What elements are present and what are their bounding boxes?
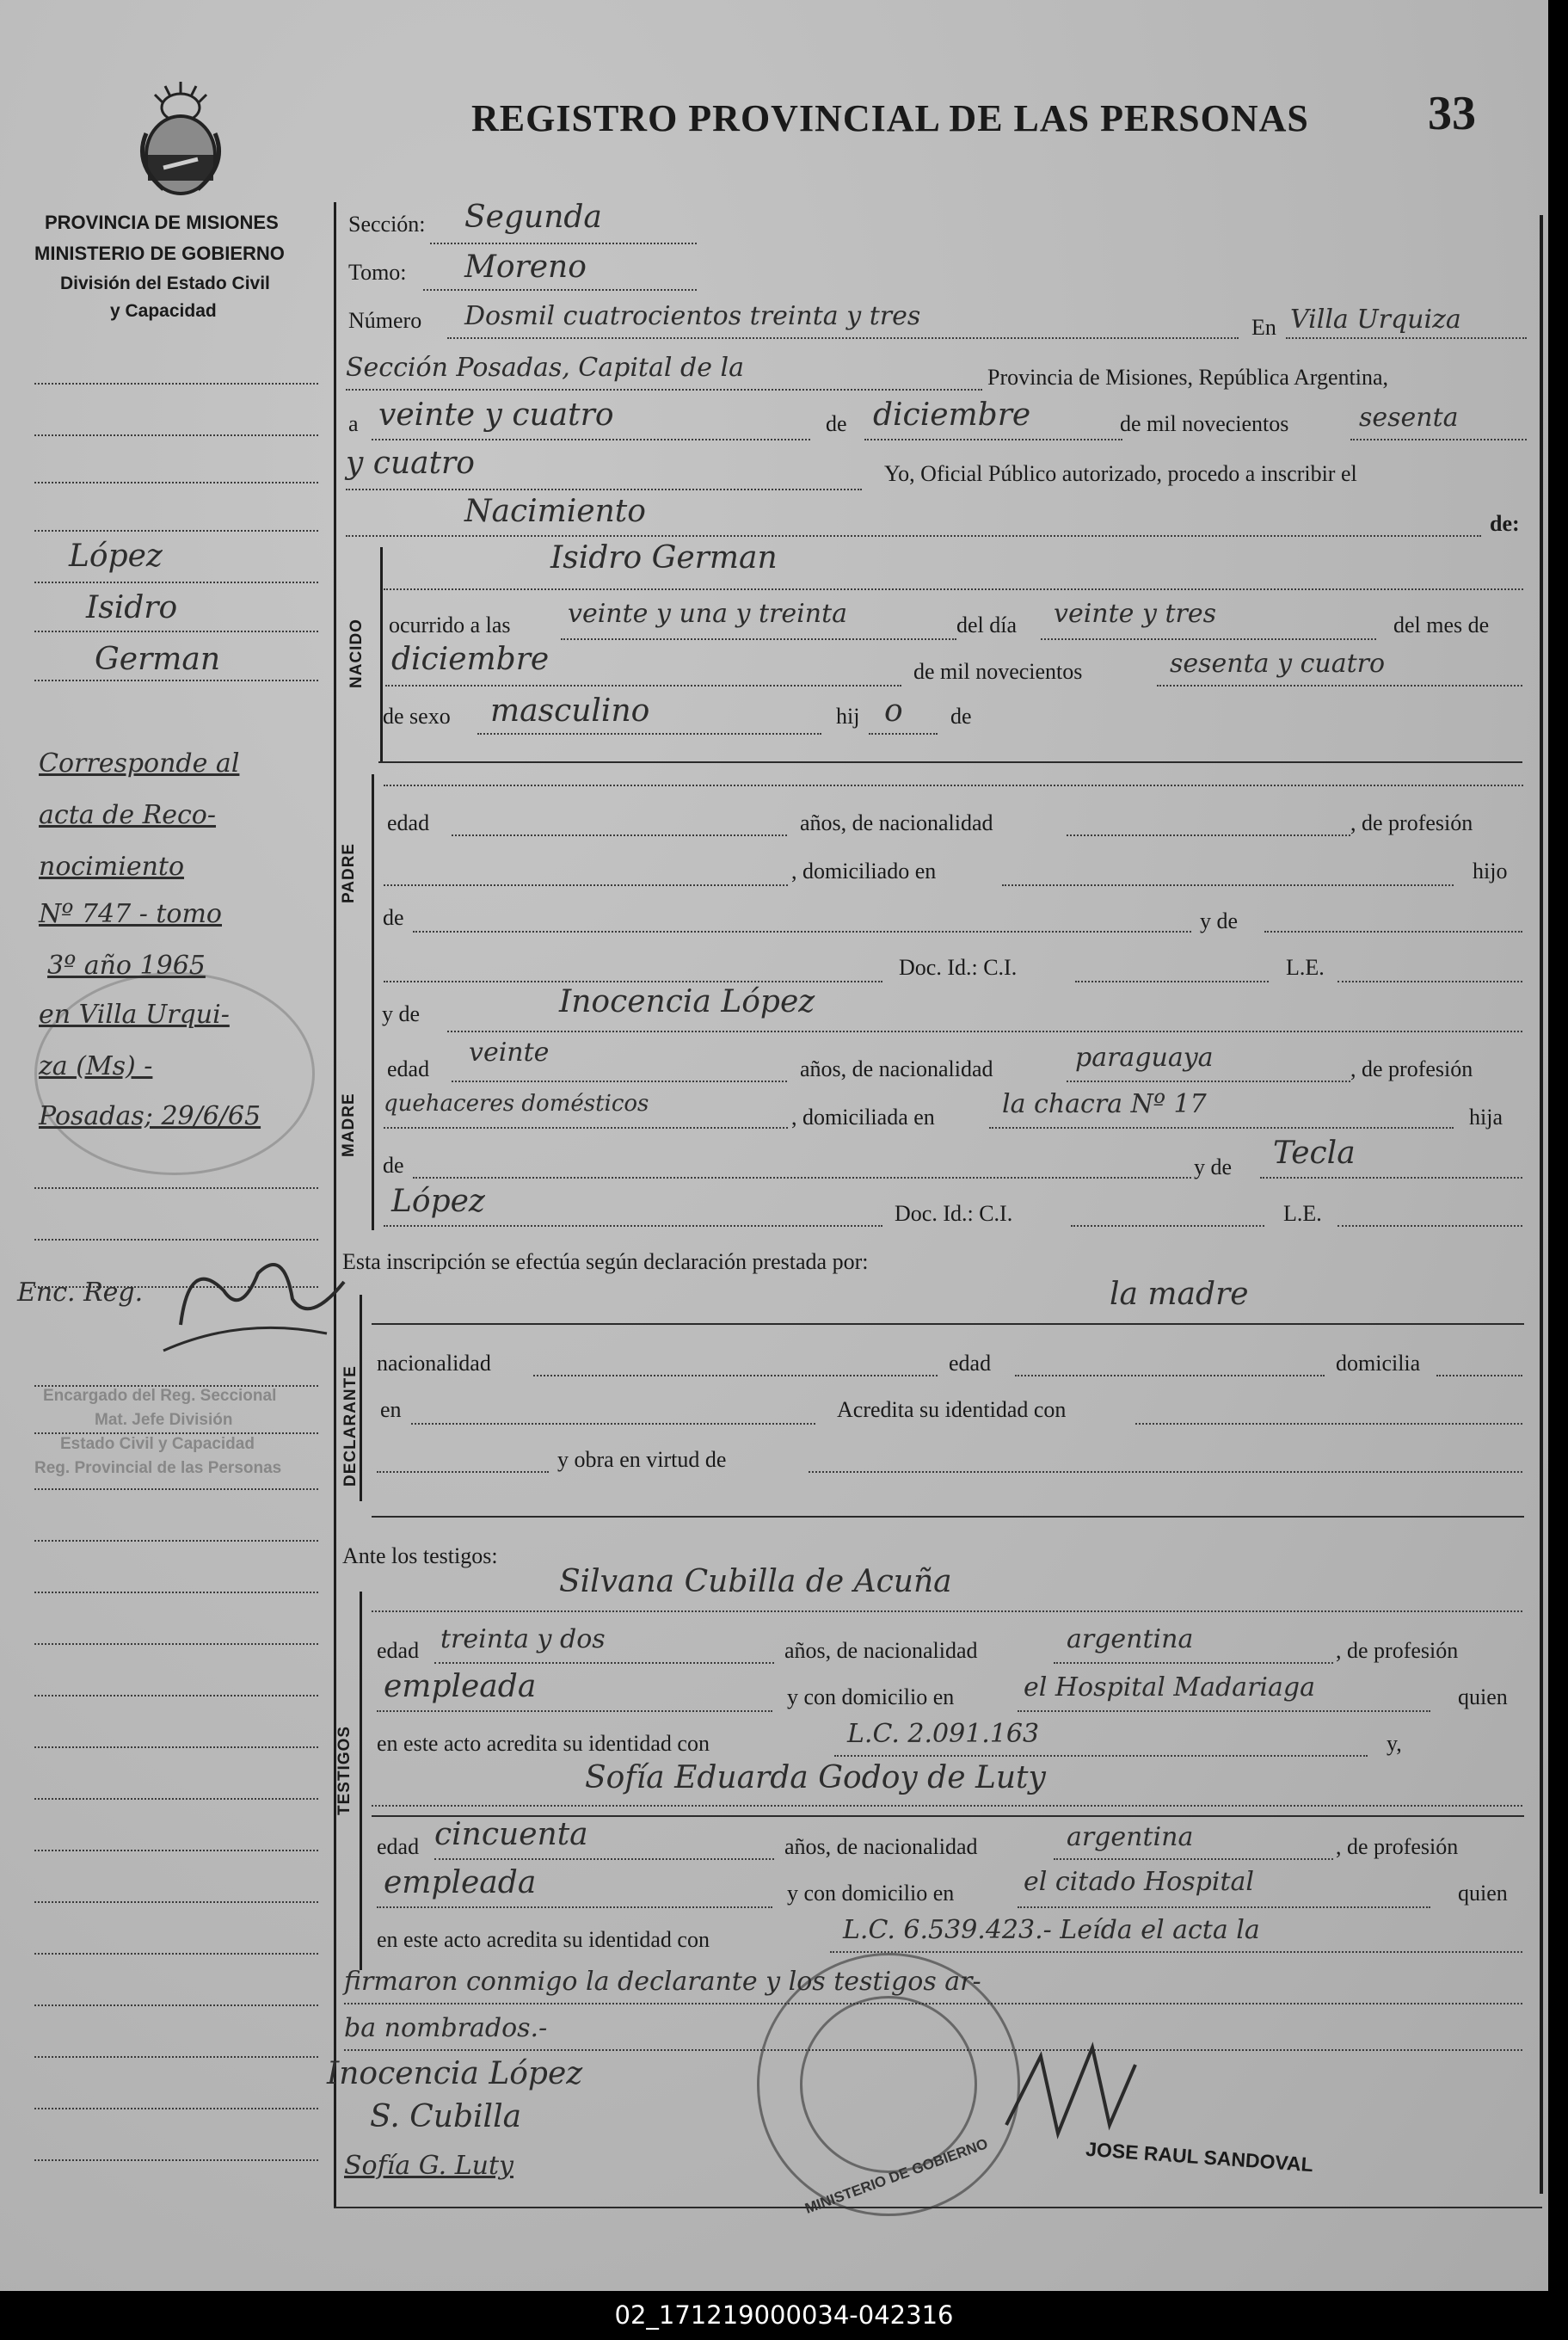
margin-surname: López bbox=[69, 539, 163, 574]
w1-quien-label: quien bbox=[1458, 1684, 1508, 1709]
nacido-month-value: diciembre bbox=[391, 642, 550, 677]
madre-nacionalidad-value: paraguaya bbox=[1075, 1043, 1214, 1073]
numero-value: Dosmil cuatrocientos treinta y tres bbox=[464, 301, 921, 331]
hij-value: o bbox=[884, 693, 903, 729]
w2-domicilio-label: y con domicilio en bbox=[787, 1881, 955, 1906]
del-mes-label: del mes de bbox=[1393, 613, 1490, 637]
margin-signature-flourish bbox=[155, 1239, 353, 1368]
officer-name: JOSE RAUL SANDOVAL bbox=[1085, 2137, 1314, 2177]
closing-line-2: ba nombrados.- bbox=[344, 2013, 548, 2043]
page-number: 33 bbox=[1428, 87, 1476, 140]
witness-2-name: Sofía Eduarda Godoy de Luty bbox=[585, 1760, 1046, 1795]
seal-text: MINISTERIO DE GOBIERNO bbox=[802, 2135, 991, 2217]
sexo-value: masculino bbox=[490, 693, 650, 729]
del-dia-label: del día bbox=[956, 613, 1018, 637]
org-line-3: División del Estado Civil bbox=[60, 274, 270, 293]
seccion-value: Segunda bbox=[464, 200, 602, 235]
province-text: Provincia de Misiones, República Argentina, bbox=[987, 365, 1388, 390]
padre-edad-label: edad bbox=[387, 810, 430, 835]
de-label: de bbox=[826, 411, 847, 436]
madre-profesion-value: quehaceres domésticos bbox=[384, 1091, 649, 1117]
faded-stamp-line: Mat. Jefe División bbox=[95, 1411, 233, 1429]
testigos-intro: Ante los testigos: bbox=[342, 1543, 498, 1568]
ocurrido-label: ocurrido a las bbox=[389, 613, 511, 637]
en-label: En bbox=[1251, 315, 1276, 340]
year-text: de mil novecientos bbox=[1120, 411, 1289, 436]
declarante-by-value: la madre bbox=[1110, 1277, 1249, 1312]
en-value: Villa Urquiza bbox=[1290, 305, 1461, 335]
madre-mother-of-value: Tecla bbox=[1273, 1136, 1356, 1171]
w2-quien-label: quien bbox=[1458, 1881, 1508, 1906]
declarante-acredita-label: Acredita su identidad con bbox=[837, 1397, 1067, 1422]
margin-note-line: Corresponde al bbox=[39, 748, 240, 779]
signature-declarante: Inocencia López bbox=[327, 2056, 583, 2091]
w1-id-value: L.C. 2.091.163 bbox=[847, 1719, 1040, 1749]
declarante-nacionalidad-label: nacionalidad bbox=[377, 1351, 491, 1376]
w2-nac-value: argentina bbox=[1067, 1822, 1194, 1852]
w1-profesion-label: , de profesión bbox=[1336, 1638, 1459, 1663]
w2-dom-value: el citado Hospital bbox=[1024, 1867, 1254, 1897]
madre-name-value: Inocencia López bbox=[559, 984, 815, 1019]
madre-edad-value: veinte bbox=[469, 1038, 550, 1068]
numero-label: Número bbox=[348, 308, 422, 333]
org-line-4: y Capacidad bbox=[110, 301, 217, 321]
image-caption: 02_171219000034-042316 bbox=[0, 2291, 1568, 2340]
location-value: Sección Posadas, Capital de la bbox=[346, 353, 744, 383]
sexo-label: de sexo bbox=[383, 704, 451, 729]
margin-note-line: Nº 747 - tomo bbox=[39, 899, 222, 929]
padre-hijo-label: hijo bbox=[1473, 859, 1508, 884]
madre-profesion-label: , de profesión bbox=[1350, 1056, 1473, 1081]
nacido-year-label: de mil novecientos bbox=[913, 659, 1083, 684]
margin-note-line: en Villa Urqui- bbox=[39, 1000, 230, 1030]
testigos-section-label: TESTIGOS bbox=[335, 1725, 354, 1815]
w1-y-label: y, bbox=[1387, 1731, 1402, 1756]
padre-y-de-label: y de bbox=[1200, 908, 1239, 933]
faded-stamp-line: Estado Civil y Capacidad bbox=[60, 1435, 255, 1453]
margin-name-2: German bbox=[95, 642, 221, 677]
margin-note-line: Posadas; 29/6/65 bbox=[39, 1101, 261, 1131]
faded-stamp-line: Reg. Provincial de las Personas bbox=[34, 1459, 282, 1477]
org-line-1: PROVINCIA DE MISIONES bbox=[45, 212, 279, 233]
madre-domicilio-value: la chacra Nº 17 bbox=[1002, 1089, 1207, 1119]
declarante-obra-label: y obra en virtud de bbox=[557, 1447, 727, 1472]
a-label: a bbox=[348, 411, 359, 436]
w1-domicilio-label: y con domicilio en bbox=[787, 1684, 955, 1709]
margin-note-line: nocimiento bbox=[39, 852, 185, 882]
padre-de-label: de bbox=[383, 905, 404, 930]
madre-le-label: L.E. bbox=[1283, 1201, 1322, 1226]
act-value: Nacimiento bbox=[464, 494, 646, 529]
declarante-section-label: DECLARANTE bbox=[341, 1365, 360, 1487]
madre-y-de2-label: y de bbox=[1194, 1155, 1233, 1179]
nacido-section-label: NACIDO bbox=[347, 619, 366, 688]
padre-domiciliado-label: , domiciliado en bbox=[791, 859, 937, 884]
declarante-intro: Esta inscripción se efectúa según declaración prestada por: bbox=[342, 1249, 869, 1274]
signature-witness-1: S. Cubilla bbox=[370, 2099, 522, 2134]
signature-witness-2: Sofía G. Luty bbox=[344, 2151, 513, 2181]
day-value: veinte y cuatro bbox=[378, 397, 614, 433]
margin-name-1: Isidro bbox=[86, 590, 178, 625]
w1-anos-label: años, de nacionalidad bbox=[784, 1638, 978, 1663]
w2-anos-label: años, de nacionalidad bbox=[784, 1834, 978, 1859]
margin-divider bbox=[334, 202, 336, 2207]
padre-anos-label: años, de nacionalidad bbox=[800, 810, 993, 835]
w1-acredita-label: en este acto acredita su identidad con bbox=[377, 1731, 710, 1756]
page-title: REGISTRO PROVINCIAL DE LAS PERSONAS bbox=[471, 97, 1309, 139]
witness-1-name: Silvana Cubilla de Acuña bbox=[559, 1564, 952, 1599]
w1-edad-value: treinta y dos bbox=[440, 1624, 606, 1654]
closing-line-1: firmaron conmigo la declarante y los testigos ar- bbox=[344, 1967, 981, 1997]
officer-text: Yo, Oficial Público autorizado, procedo a inscribir el bbox=[884, 461, 1357, 486]
w1-dom-value: el Hospital Madariaga bbox=[1024, 1672, 1315, 1703]
madre-surname-value: López bbox=[391, 1184, 485, 1219]
madre-edad-label: edad bbox=[387, 1056, 430, 1081]
nacido-name-value: Isidro German bbox=[550, 540, 778, 576]
madre-doc-label: Doc. Id.: C.I. bbox=[895, 1201, 1013, 1226]
declarante-domicilia-label: domicilia bbox=[1336, 1351, 1421, 1376]
madre-y-de-label: y de bbox=[382, 1001, 421, 1026]
w1-edad-label: edad bbox=[377, 1638, 420, 1663]
nacido-year-value: sesenta y cuatro bbox=[1170, 649, 1386, 679]
madre-anos-label: años, de nacionalidad bbox=[800, 1056, 993, 1081]
margin-note-line: za (Ms) - bbox=[39, 1051, 153, 1081]
w2-edad-value: cincuenta bbox=[434, 1817, 588, 1852]
w1-nac-value: argentina bbox=[1067, 1624, 1194, 1654]
faded-stamp-line: Encargado del Reg. Seccional bbox=[43, 1387, 277, 1405]
tomo-value: Moreno bbox=[464, 249, 587, 285]
declarante-en-label: en bbox=[380, 1397, 402, 1422]
month-value: diciembre bbox=[873, 397, 1031, 433]
madre-section-label: MADRE bbox=[340, 1093, 358, 1157]
margin-signature: Enc. Reg. bbox=[17, 1278, 144, 1308]
de-colon: de: bbox=[1490, 511, 1520, 536]
padre-doc-label: Doc. Id.: C.I. bbox=[899, 955, 1018, 980]
official-round-seal-inner bbox=[800, 1996, 977, 2173]
w2-edad-label: edad bbox=[377, 1834, 420, 1859]
padre-profesion-label: , de profesión bbox=[1350, 810, 1473, 835]
w2-prof-value: empleada bbox=[384, 1865, 537, 1900]
madre-hija-label: hija bbox=[1469, 1105, 1503, 1130]
hour-value: veinte y una y treinta bbox=[568, 599, 848, 629]
margin-note-line: acta de Reco- bbox=[39, 800, 217, 830]
seccion-label: Sección: bbox=[348, 212, 426, 237]
right-border bbox=[1540, 215, 1543, 2194]
argentine-coat-of-arms-icon bbox=[129, 69, 232, 198]
org-line-2: MINISTERIO DE GOBIERNO bbox=[34, 243, 285, 264]
madre-domiciliada-label: , domiciliada en bbox=[791, 1105, 935, 1130]
declarante-edad-label: edad bbox=[949, 1351, 992, 1376]
w2-id-value: L.C. 6.539.423.- Leída el acta la bbox=[843, 1915, 1260, 1945]
tomo-label: Tomo: bbox=[348, 260, 407, 285]
year-value-1: sesenta bbox=[1359, 403, 1459, 433]
year-value-2: y cuatro bbox=[346, 446, 475, 481]
padre-section-label: PADRE bbox=[340, 842, 358, 903]
margin-note-line: 3º año 1965 bbox=[47, 951, 206, 981]
w2-acredita-label: en este acto acredita su identidad con bbox=[377, 1927, 710, 1952]
hij-label: hij bbox=[836, 704, 860, 729]
margin-round-stamp bbox=[34, 972, 315, 1175]
nacido-day-value: veinte y tres bbox=[1054, 599, 1216, 629]
officer-signature-scribble bbox=[989, 2039, 1213, 2142]
madre-de-label: de bbox=[383, 1153, 404, 1178]
w2-profesion-label: , de profesión bbox=[1336, 1834, 1459, 1859]
nacido-de-label: de bbox=[950, 704, 972, 729]
w1-prof-value: empleada bbox=[384, 1669, 537, 1704]
padre-le-label: L.E. bbox=[1286, 955, 1325, 980]
